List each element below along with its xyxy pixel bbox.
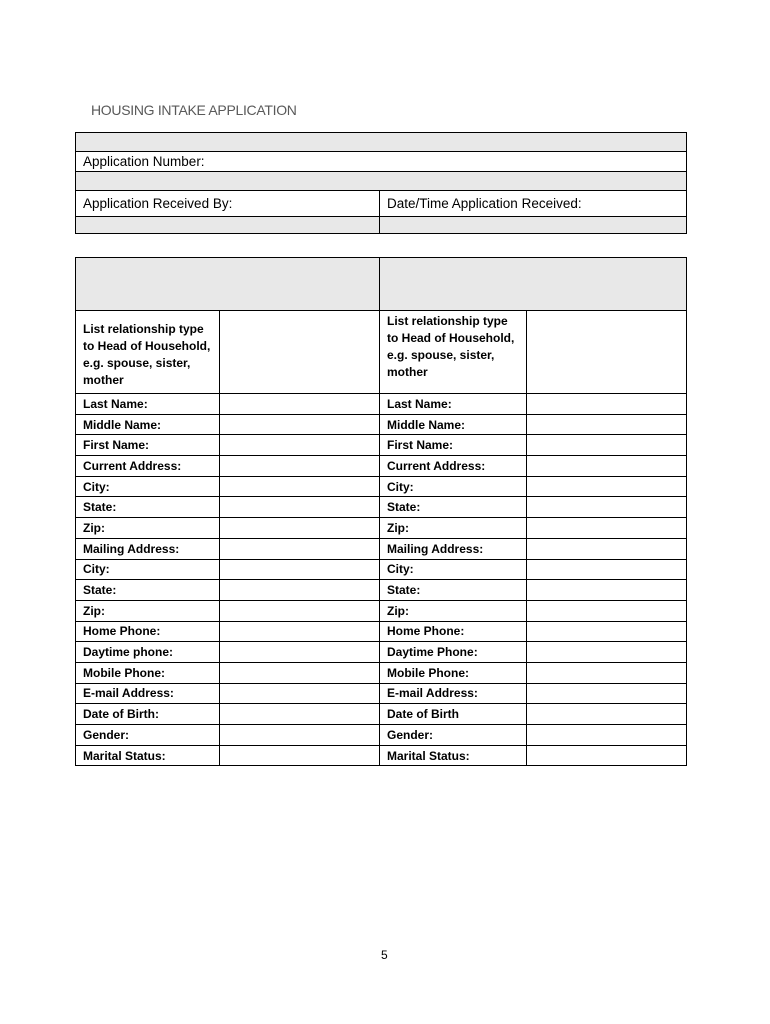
field-input-right[interactable] [527,600,687,621]
field-row [76,704,687,725]
received-by-field[interactable] [76,191,380,217]
field-input-right[interactable] [527,518,687,539]
field-label-right: Zip: [380,600,527,621]
field-input-left[interactable] [220,600,380,621]
field-label-right: Daytime Phone: [380,642,527,663]
field-row [76,683,687,704]
field-label-right: Zip: [380,518,527,539]
field-input-right[interactable] [527,621,687,642]
field-input-left[interactable] [220,394,380,415]
field-input-left[interactable] [220,662,380,683]
field-label-left: Home Phone: [76,621,220,642]
field-label-left: First Name: [76,435,220,456]
field-label-right: Mobile Phone: [380,662,527,683]
field-label-left: Last Name: [76,394,220,415]
field-input-left[interactable] [220,518,380,539]
field-input-right[interactable] [527,683,687,704]
date-time-received-input[interactable] [380,217,687,234]
date-time-received-field[interactable] [380,191,687,217]
relationship-input-left[interactable] [220,311,380,394]
field-row [76,580,687,601]
field-label-left: Gender: [76,725,220,746]
field-input-right[interactable] [527,662,687,683]
field-input-left[interactable] [220,704,380,725]
field-label-left: City: [76,476,220,497]
field-row [76,642,687,663]
field-row [76,435,687,456]
date-time-received-label: Date/Time Application Received: [387,196,582,211]
field-input-left[interactable] [220,456,380,477]
field-input-right[interactable] [527,538,687,559]
field-input-left[interactable] [220,414,380,435]
received-by-label: Application Received By: [83,196,233,211]
field-label-right: Gender: [380,725,527,746]
household-members-table [75,257,687,766]
field-input-right[interactable] [527,435,687,456]
field-label-right: Middle Name: [380,414,527,435]
page-title: HOUSING INTAKE APPLICATION [91,102,297,118]
field-input-left[interactable] [220,559,380,580]
field-input-left[interactable] [220,642,380,663]
field-input-right[interactable] [527,456,687,477]
field-row [76,414,687,435]
relationship-label-left: List relationship type to Head of Household, e.g. spouse, sister, mother [76,311,220,394]
field-label-left: City: [76,559,220,580]
field-label-left: Mobile Phone: [76,662,220,683]
field-label-right: City: [380,476,527,497]
field-label-right: Home Phone: [380,621,527,642]
field-row [76,662,687,683]
field-label-left: State: [76,580,220,601]
field-row [76,725,687,746]
field-row [76,538,687,559]
field-label-left: State: [76,497,220,518]
field-row [76,476,687,497]
field-label-left: E-mail Address: [76,683,220,704]
application-info-table [75,132,687,234]
field-row [76,394,687,415]
field-input-right[interactable] [527,642,687,663]
field-input-left[interactable] [220,745,380,766]
field-input-left[interactable] [220,683,380,704]
field-input-right[interactable] [527,559,687,580]
field-label-right: First Name: [380,435,527,456]
field-label-right: E-mail Address: [380,683,527,704]
field-label-right: Marital Status: [380,745,527,766]
field-input-right[interactable] [527,476,687,497]
field-row [76,559,687,580]
field-row [76,621,687,642]
field-row [76,518,687,539]
field-label-left: Zip: [76,518,220,539]
field-label-left: Current Address: [76,456,220,477]
page-number: 5 [381,948,388,962]
field-label-right: Mailing Address: [380,538,527,559]
member-header-right [380,258,687,311]
shaded-row [76,133,687,152]
field-label-left: Date of Birth: [76,704,220,725]
field-label-right: City: [380,559,527,580]
field-row [76,745,687,766]
application-number-field[interactable] [76,152,687,172]
field-input-right[interactable] [527,394,687,415]
field-input-left[interactable] [220,580,380,601]
field-label-left: Daytime phone: [76,642,220,663]
field-input-right[interactable] [527,497,687,518]
field-label-left: Zip: [76,600,220,621]
field-label-right: State: [380,580,527,601]
member-header-left [76,258,380,311]
field-input-right[interactable] [527,704,687,725]
field-input-left[interactable] [220,725,380,746]
field-input-left[interactable] [220,621,380,642]
field-label-left: Mailing Address: [76,538,220,559]
shaded-row [76,172,687,191]
field-row [76,456,687,477]
field-input-left[interactable] [220,538,380,559]
field-row [76,600,687,621]
relationship-label-right: List relationship type to Head of Household, e.g. spouse, sister, mother [380,311,527,394]
field-input-left[interactable] [220,476,380,497]
field-row [76,497,687,518]
field-label-right: Last Name: [380,394,527,415]
field-label-right: State: [380,497,527,518]
relationship-input-right[interactable] [527,311,687,394]
field-input-left[interactable] [220,497,380,518]
field-input-right[interactable] [527,725,687,746]
field-input-right[interactable] [527,580,687,601]
application-number-label: Application Number: [83,154,205,169]
field-input-left[interactable] [220,435,380,456]
field-label-left: Middle Name: [76,414,220,435]
field-label-right: Current Address: [380,456,527,477]
received-by-input[interactable] [76,217,380,234]
field-label-left: Marital Status: [76,745,220,766]
field-input-right[interactable] [527,414,687,435]
field-label-right: Date of Birth [380,704,527,725]
field-input-right[interactable] [527,745,687,766]
